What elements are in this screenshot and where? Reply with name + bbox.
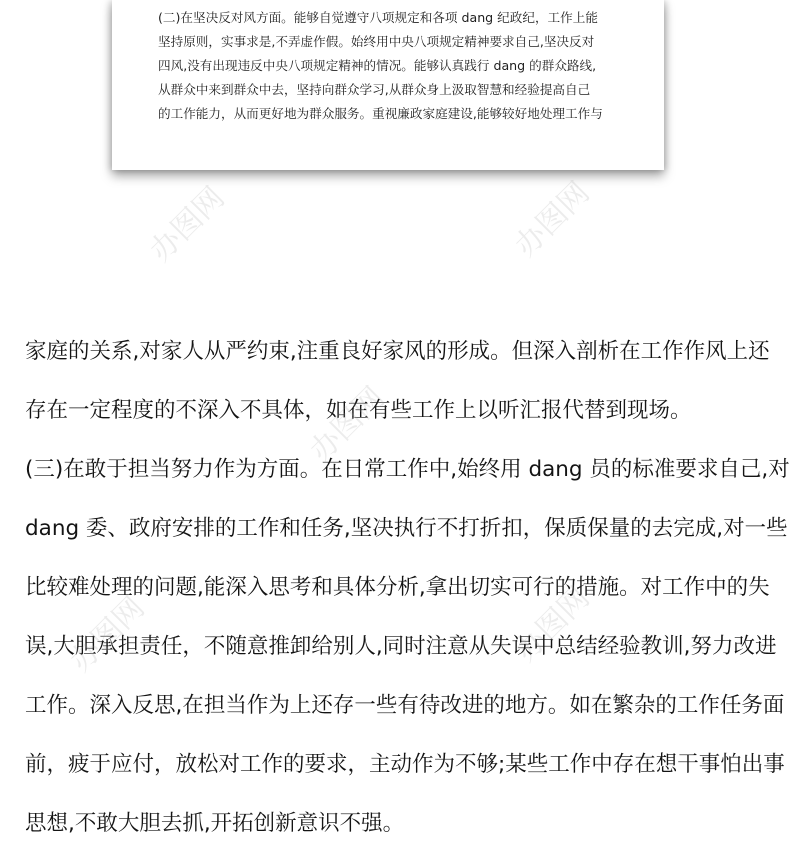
- preview-line: 四风,没有出现违反中央八项规定精神的情况。能够认真践行 dang 的群众路线,: [158, 58, 597, 73]
- preview-line: 的工作能力，从而更好地为群众服务。重视廉政家庭建设,能够较好地处理工作与: [158, 106, 603, 121]
- page-preview-text: [158, 6, 648, 126]
- body-line: 前，疲于应付，放松对工作的要求，主动作为不够;某些工作中存在想干事怕出事: [25, 752, 785, 777]
- body-line: 比较难处理的问题,能深入思考和具体分析,拿出切实可行的措施。对工作中的失: [25, 575, 770, 600]
- body-line: 误,大胆承担责任，不随意推卸给别人,同时注意从失误中总结经验教训,努力改进: [25, 634, 777, 659]
- watermark: 办图网: [143, 180, 232, 269]
- preview-line: (二)在坚决反对风方面。能够自觉遵守八项规定和各项 dang 纪政纪，工作上能: [158, 10, 598, 25]
- watermark: 办图网: [303, 380, 392, 469]
- body-line: dang 委、政府安排的工作和任务,坚决执行不打折扣，保质保量的去完成,对一些: [25, 516, 788, 541]
- preview-line: 坚持原则，实事求是,不弄虚作假。始终用中央八项规定精神要求自己,坚决反对: [158, 34, 595, 49]
- body-line: 思想,不敢大胆去抓,开拓创新意识不强。: [25, 811, 405, 836]
- body-line: 工作。深入反思,在担当作为上还存一些有待改进的地方。如在繁杂的工作任务面: [25, 693, 785, 718]
- watermark: 办图网: [508, 580, 597, 669]
- body-line: 家庭的关系,对家人从严约束,注重良好家风的形成。但深入剖析在工作作风上还: [25, 339, 770, 364]
- preview-line: 从群众中来到群众中去，坚持向群众学习,从群众身上汲取智慧和经验提高自己: [158, 82, 591, 97]
- body-line: (三)在敢于担当努力作为方面。在日常工作中,始终用 dang 员的标准要求自己,对: [25, 457, 790, 482]
- watermark: 办图网: [508, 175, 597, 264]
- watermark: 办图网: [63, 590, 152, 679]
- document-body-text: [25, 322, 790, 853]
- body-line: 存在一定程度的不深入不具体，如在有些工作上以听汇报代替到现场。: [25, 398, 692, 423]
- document-page-preview: [112, 0, 664, 170]
